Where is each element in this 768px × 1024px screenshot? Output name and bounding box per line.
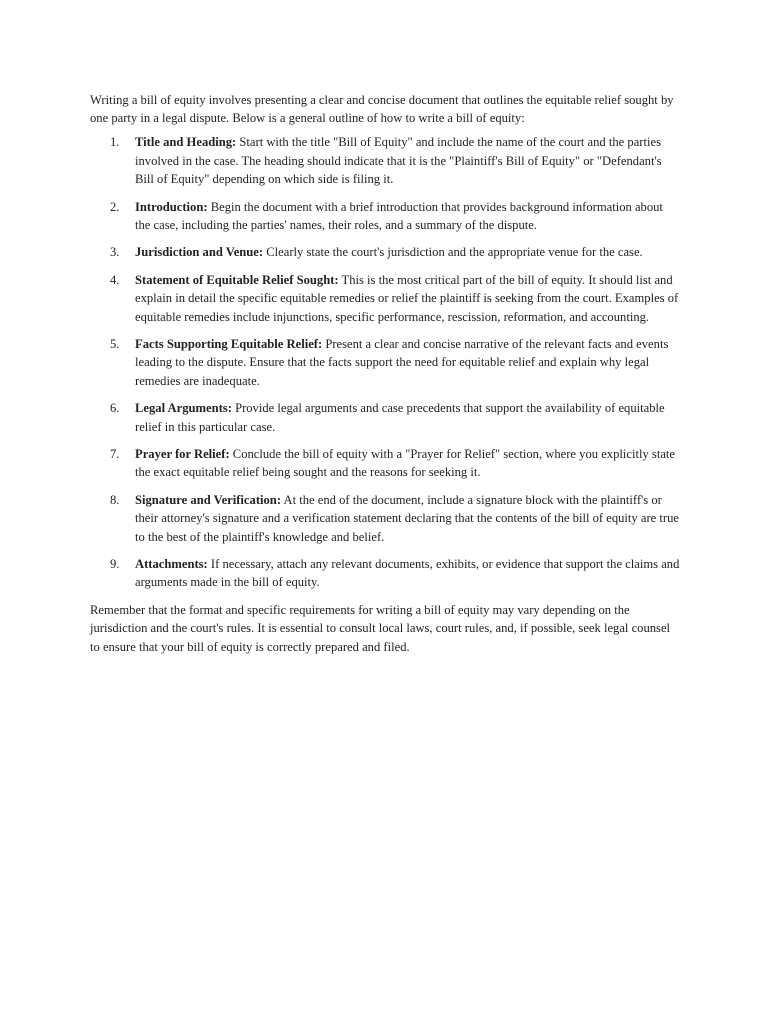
list-item-text: [135, 133, 680, 188]
list-item: [90, 555, 680, 591]
list-item-description: Conclude the bill of equity with a "Prayer for Relief" section, where you explicitly state the exact equitable relief being sought and the reasons for seeking it.: [135, 447, 675, 480]
list-item-number: 3.: [110, 245, 120, 260]
list-item-text: [135, 243, 680, 261]
list-item: [90, 445, 680, 481]
list-item: [90, 335, 680, 390]
list-item-description: If necessary, attach any relevant documents, exhibits, or evidence that support the claims and arguments made in the bill of equity.: [135, 557, 680, 590]
list-item-text: [135, 271, 680, 326]
list-item-number: 5.: [110, 337, 120, 352]
list-item-term: Attachments:: [135, 557, 208, 572]
list-item-description: Start with the title "Bill of Equity" and include the name of the court and the parties involved in the case. The heading should indicate that it is the "Plaintiff's Bill of Equity" or "Defendant's Bill of Equity" depending on which side is filing it.: [135, 135, 662, 186]
closing-paragraph: Remember that the format and specific requirements for writing a bill of equity may vary depending on the jurisdiction and the court's rules. It is essential to consult local laws, court rules, and, if possible, seek legal counsel to ensure that your bill of equity is correctly prepared and filed.: [90, 603, 671, 654]
list-item-term: Facts Supporting Equitable Relief:: [135, 337, 323, 352]
list-item-term: Title and Heading:: [135, 135, 237, 150]
list-item-term: Signature and Verification:: [135, 493, 282, 508]
list-item-number: 2.: [110, 199, 120, 214]
list-item-number: 1.: [110, 135, 120, 150]
list-item-term: Jurisdiction and Venue:: [135, 245, 264, 260]
list-item-text: [135, 555, 680, 591]
list-item: [90, 133, 680, 188]
list-item-description: Begin the document with a brief introduction that provides background information about the case, including the parties' names, their roles, and a summary of the dispute.: [135, 199, 663, 232]
list-item: [90, 271, 680, 326]
list-item-term: Prayer for Relief:: [135, 447, 230, 462]
list-item-term: Introduction:: [135, 199, 208, 214]
list-item-text: [135, 335, 680, 390]
document-body: [90, 91, 680, 656]
list-item-text: [135, 198, 680, 234]
list-item-text: [135, 491, 680, 546]
list-item: [90, 399, 680, 435]
list-item-term: Legal Arguments:: [135, 401, 232, 416]
list-item-number: 6.: [110, 401, 120, 416]
list-item: [90, 491, 680, 546]
list-item: [90, 243, 680, 261]
list-item-description: Provide legal arguments and case precedents that support the availability of equitable relief in this particular case.: [135, 401, 665, 434]
list-item-description: Clearly state the court's jurisdiction and the appropriate venue for the case.: [266, 245, 643, 260]
list-item-text: [135, 445, 680, 481]
list-item-text: [135, 399, 680, 435]
outline-list: [90, 133, 680, 591]
list-item-description: Present a clear and concise narrative of the relevant facts and events leading to the dispute. Ensure that the facts support the need for equitable relief and explain why legal remedies are inadequate.: [135, 337, 669, 388]
list-item: [90, 198, 680, 234]
list-item-term: Statement of Equitable Relief Sought:: [135, 273, 339, 288]
list-item-description: This is the most critical part of the bill of equity. It should list and explain in detail the specific equitable remedies or relief the plaintiff is seeking from the court. Examples of equitable remedies include injunctions, specific performance, rescission, reformation, and accounting.: [135, 273, 679, 324]
intro-paragraph: Writing a bill of equity involves presenting a clear and concise document that outlines the equitable relief sought by one party in a legal dispute. Below is a general outline of how to write a bill of equity:: [90, 93, 674, 126]
list-item-number: 8.: [110, 493, 120, 508]
list-item-number: 9.: [110, 557, 120, 572]
list-item-number: 4.: [110, 273, 120, 288]
list-item-number: 7.: [110, 447, 120, 462]
list-item-description: At the end of the document, include a signature block with the plaintiff's or their attorney's signature and a verification statement declaring that the contents of the bill of equity are true to the best of the plaintiff's knowledge and belief.: [135, 493, 679, 544]
